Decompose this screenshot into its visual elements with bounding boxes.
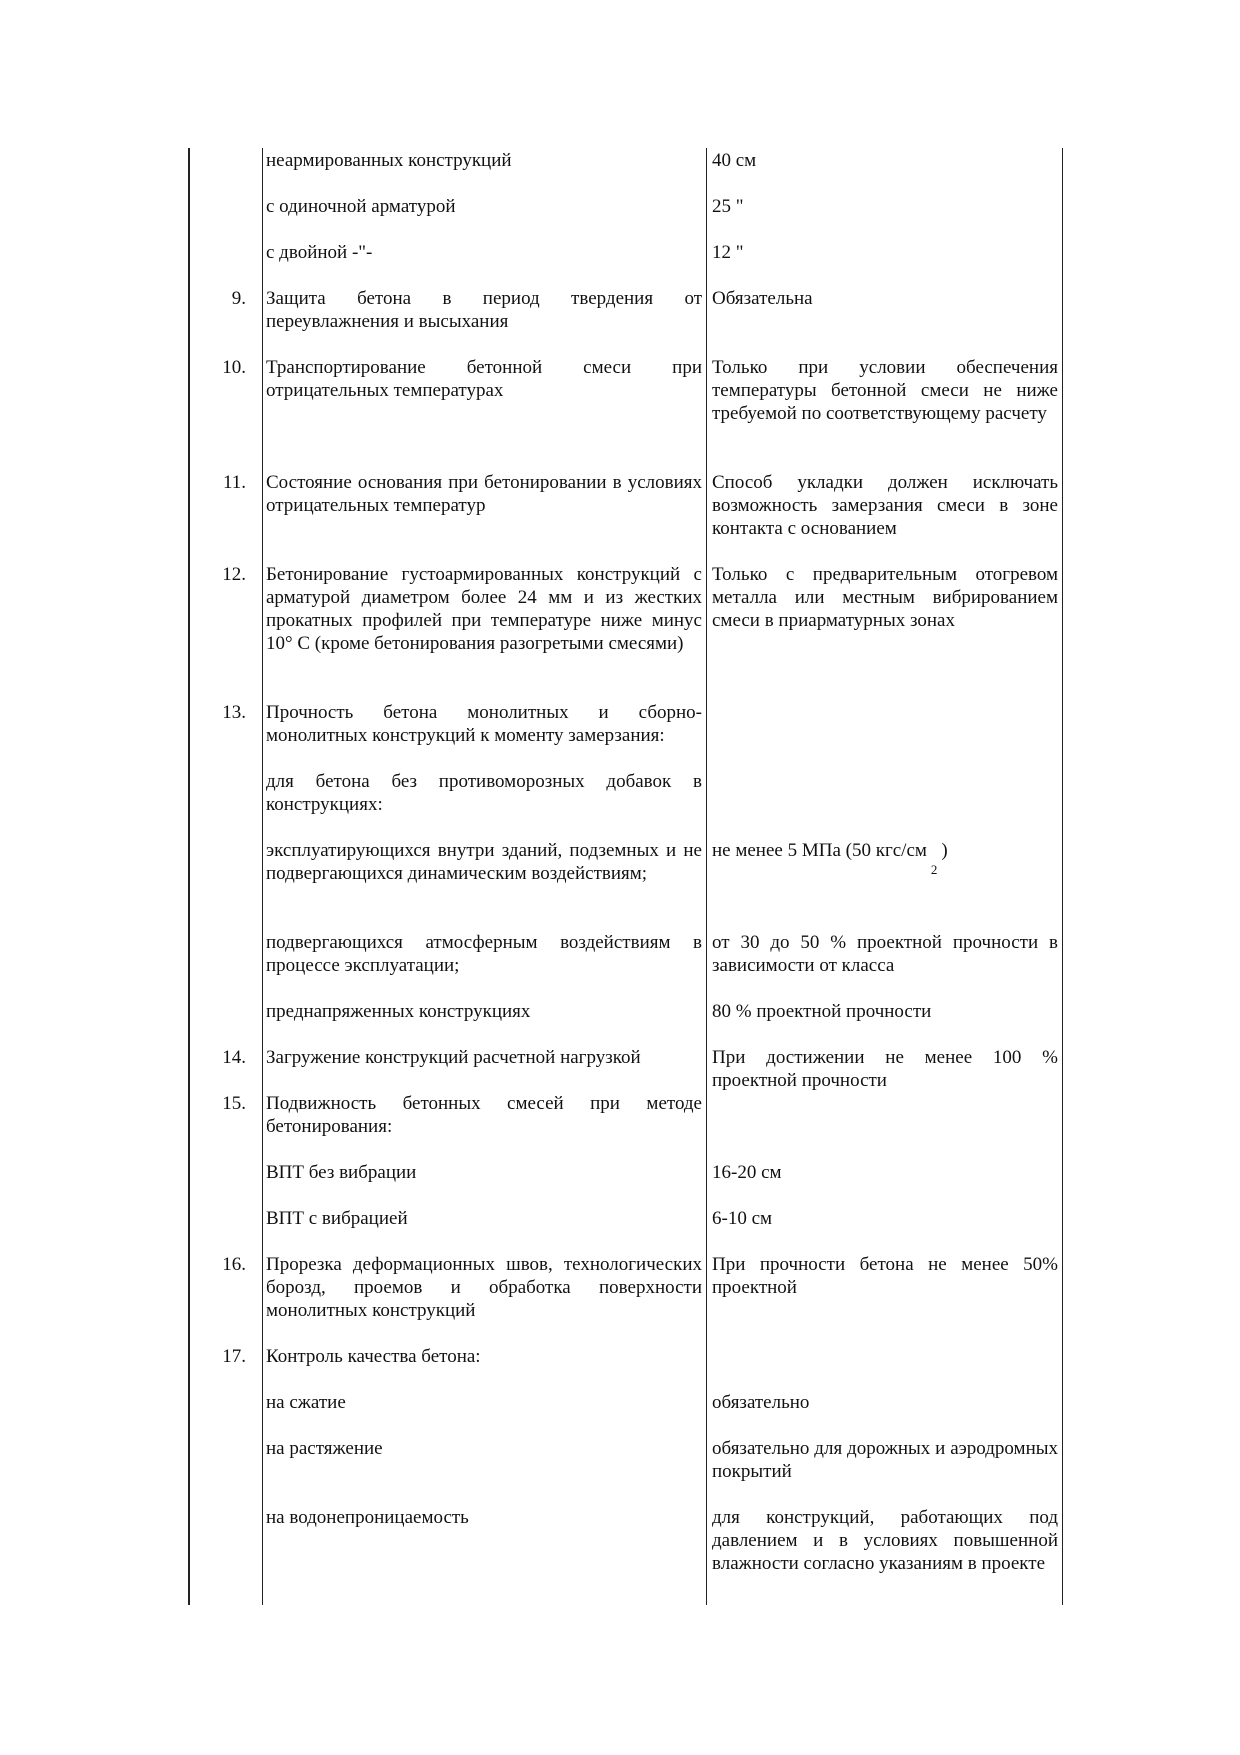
- parameter-text: Подвижность бетонных смесей при методе бетонирования:: [266, 1093, 702, 1137]
- requirement-text: Только с предварительным отогревом металла или местным вибрированием смеси в приарматурных зонах: [712, 564, 1058, 631]
- row-number: 10.: [222, 357, 246, 378]
- row-number: 13.: [222, 702, 246, 723]
- parameter-text: Защита бетона в период твердения от переувлажнения и высыхания: [266, 288, 702, 332]
- requirement-text: [712, 839, 1058, 877]
- requirement-text: 12 ": [712, 242, 744, 263]
- row-number: 17.: [222, 1346, 246, 1367]
- table-middle-border: [706, 148, 707, 1605]
- requirement-text: При достижении не менее 100 % проектной прочности: [712, 1047, 1058, 1091]
- parameter-text: неармированных конструкций: [266, 150, 512, 171]
- row-number: 11.: [222, 472, 246, 493]
- row-number: 15.: [222, 1093, 246, 1114]
- parameter-text: Контроль качества бетона:: [266, 1346, 481, 1367]
- parameter-text: Прорезка деформационных швов, технологических борозд, проемов и обработка поверхности монолитных конструкций: [266, 1254, 702, 1321]
- parameter-text: подвергающихся атмосферным воздействиям в процессе эксплуатации;: [266, 932, 702, 976]
- parameter-text: с одиночной арматурой: [266, 196, 456, 217]
- parameter-text: на водонепроницаемость: [266, 1507, 469, 1528]
- parameter-text: на растяжение: [266, 1438, 383, 1459]
- parameter-text: ВПТ без вибрации: [266, 1162, 417, 1183]
- requirement-main: не менее 5 МПа (50 кгс/см: [712, 840, 927, 861]
- requirement-text: Обязательна: [712, 288, 813, 309]
- requirement-text: 16-20 см: [712, 1162, 782, 1183]
- parameter-text: Состояние основания при бетонировании в условиях отрицательных температур: [266, 472, 702, 516]
- requirement-text: Только при условии обеспечения температуры бетонной смеси не ниже требуемой по соответствующему расчету: [712, 357, 1058, 424]
- parameter-text: Транспортирование бетонной смеси при отрицательных температурах: [266, 357, 702, 401]
- requirement-text: от 30 до 50 % проектной прочности в зависимости от класса: [712, 932, 1058, 976]
- parameter-text: на сжатие: [266, 1392, 346, 1413]
- parameter-text: Прочность бетона монолитных и сборно-монолитных конструкций к моменту замерзания:: [266, 702, 702, 746]
- requirement-text: 6-10 см: [712, 1208, 773, 1229]
- requirement-text: для конструкций, работающих под давлением и в условиях повышенной влажности согласно указаниям в проекте: [712, 1507, 1058, 1574]
- parameter-text: преднапряженных конструкциях: [266, 1001, 531, 1022]
- requirement-tail: ): [941, 840, 948, 861]
- row-number: 14.: [222, 1047, 246, 1068]
- requirement-text: обязательно для дорожных и аэродромных покрытий: [712, 1438, 1058, 1482]
- table-right-border: [1062, 148, 1063, 1605]
- parameter-text: Загружение конструкций расчетной нагрузкой: [266, 1047, 641, 1068]
- row-number: 16.: [222, 1254, 246, 1275]
- requirement-text: 25 ": [712, 196, 744, 217]
- row-number: 12.: [222, 564, 246, 585]
- exponent: 2: [930, 862, 938, 877]
- parameter-text: ВПТ с вибрацией: [266, 1208, 408, 1229]
- requirement-text: Способ укладки должен исключать возможность замерзания смеси в зоне контакта с основанием: [712, 472, 1058, 539]
- requirement-text: 40 см: [712, 150, 757, 171]
- parameter-text: для бетона без противоморозных добавок в конструкциях:: [266, 771, 702, 815]
- row-number: 9.: [231, 288, 246, 309]
- parameter-text: эксплуатирующихся внутри зданий, подземных и не подвергающихся динамическим воздействиям;: [266, 840, 702, 884]
- requirement-text: При прочности бетона не менее 50% проектной: [712, 1254, 1058, 1298]
- parameter-text: Бетонирование густоармированных конструкций с арматурой диаметром более 24 мм и из жестких прокатных профилей при температуре ниже минус 10° С (кроме бетонирования разогретыми смесями): [266, 564, 702, 654]
- table-number-column-border: [262, 148, 263, 1605]
- requirement-text: 80 % проектной прочности: [712, 1001, 932, 1022]
- parameter-text: с двойной -"-: [266, 242, 373, 263]
- requirement-text: обязательно: [712, 1392, 810, 1413]
